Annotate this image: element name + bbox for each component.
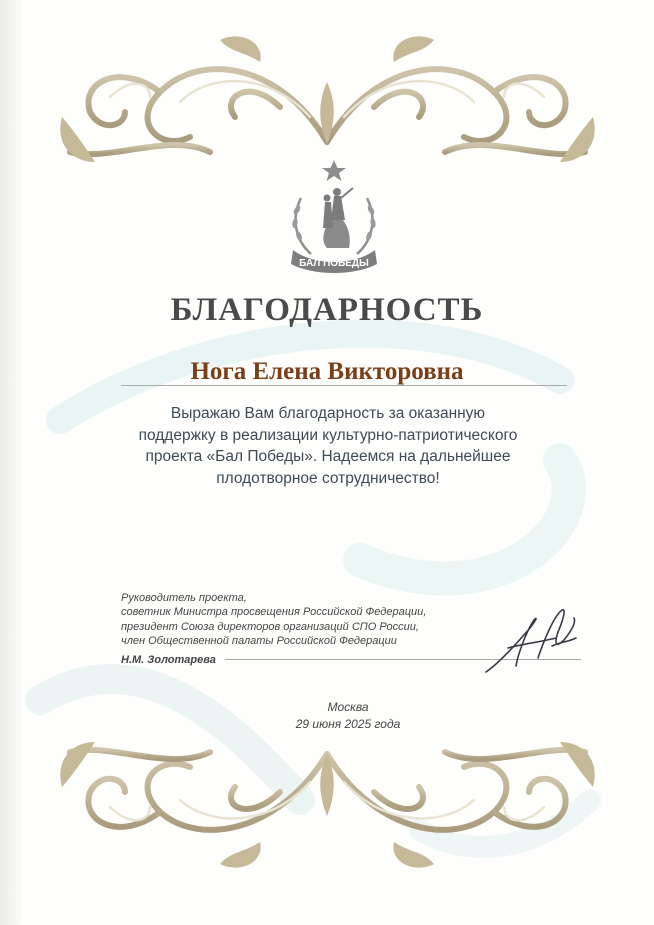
signer-line: президент Союза директоров организаций СПО России, bbox=[121, 620, 419, 633]
recipient-name: Нога Елена Викторовна bbox=[190, 358, 464, 385]
signer-titles bbox=[121, 591, 481, 648]
city: Москва bbox=[327, 700, 369, 714]
certificate-title: БЛАГОДАРНОСТЬ bbox=[170, 292, 484, 328]
star-icon bbox=[322, 160, 346, 181]
emblem-logo-text: БАЛ ПОБЕДЫ bbox=[299, 258, 369, 269]
signer-line: Руководитель проекта, bbox=[121, 592, 247, 604]
signer-line: член Общественной палаты Российской Федерации bbox=[121, 634, 397, 647]
message-line: проекта «Бал Победы». Надеемся на дальнейшее bbox=[145, 448, 511, 465]
top-baroque-ornament bbox=[50, 22, 605, 172]
bal-pobedy-emblem bbox=[279, 158, 389, 276]
issue-date: 29 июня 2025 года bbox=[295, 717, 401, 731]
message-line: плодотворное сотрудничество! bbox=[216, 469, 440, 487]
message-line: Выражаю Вам благодарность за оказанную bbox=[170, 405, 486, 422]
signer-name: Н.М. Золотарева bbox=[121, 654, 216, 666]
recipient-underline bbox=[121, 385, 567, 386]
bottom-baroque-ornament bbox=[50, 732, 605, 882]
signer-line: советник Министра просвещения Российской Федерации, bbox=[121, 606, 427, 619]
place-and-date bbox=[0, 699, 654, 733]
thank-you-message bbox=[100, 403, 556, 489]
message-line: поддержку в реализации культурно-патриотического bbox=[138, 426, 518, 444]
handwritten-signature bbox=[478, 598, 588, 678]
